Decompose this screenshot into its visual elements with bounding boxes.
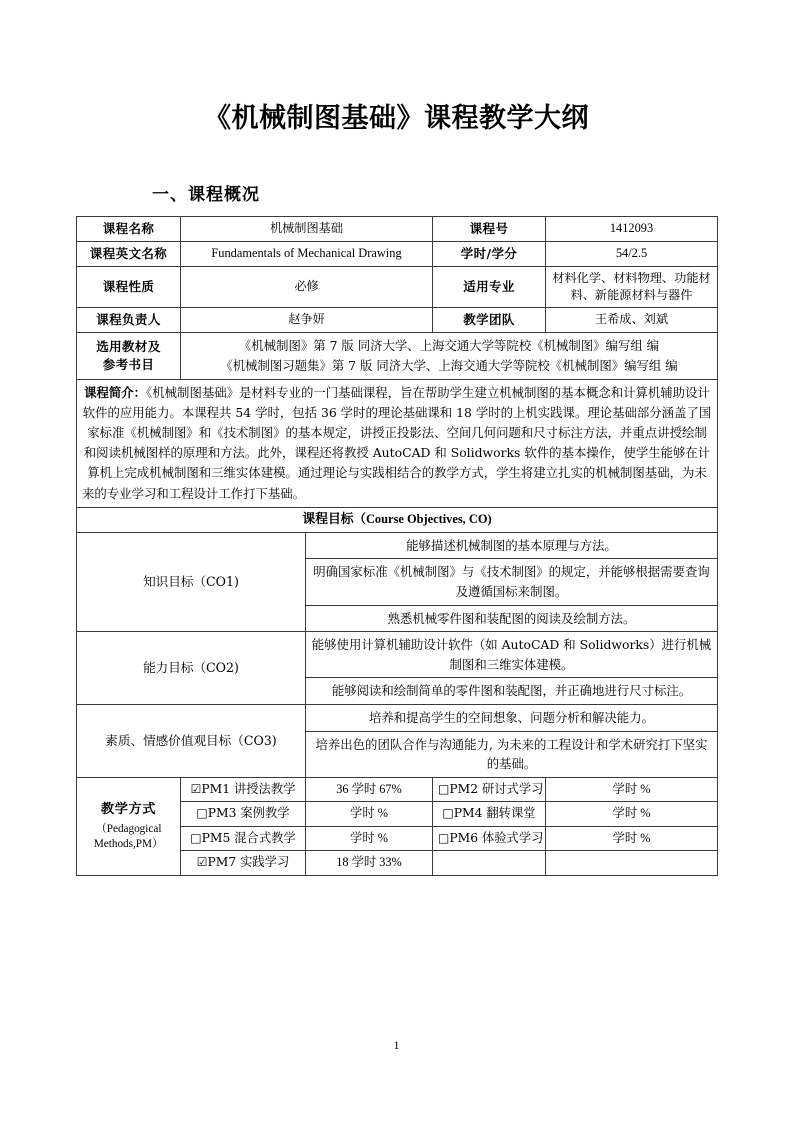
objective-item: 能够阅读和绘制简单的零件图和装配图，并正确地进行尺寸标注。 bbox=[306, 678, 718, 705]
pedagogical-methods-label bbox=[77, 777, 181, 875]
table-row bbox=[77, 241, 718, 266]
cell-value-course-leader: 赵争妍 bbox=[181, 308, 433, 333]
cell-label-course-leader: 课程负责人 bbox=[77, 308, 181, 333]
pm-option-empty-left bbox=[433, 851, 546, 875]
pm-option-pm5[interactable] bbox=[181, 826, 306, 850]
checkbox-pm2[interactable]: □ bbox=[438, 781, 450, 796]
pm-option-pm4[interactable] bbox=[433, 802, 546, 826]
cell-value-course-nature: 必修 bbox=[181, 266, 433, 308]
table-row-pm1 bbox=[77, 777, 718, 801]
pm-label-pm5: PM5 混合式教学 bbox=[201, 830, 296, 845]
objective-item: 能够描述机械制图的基本原理与方法。 bbox=[306, 532, 718, 559]
pm-label-pm1: PM1 讲授法教学 bbox=[201, 781, 296, 796]
textbook-line-2: 《机械制图习题集》第 7 版 同济大学、上海交通大学等院校《机械制图》编写组 编 bbox=[220, 358, 678, 373]
objective-label-co2: 能力目标（CO2) bbox=[77, 632, 306, 705]
objective-item: 培养和提高学生的空间想象、问题分析和解决能力。 bbox=[306, 704, 718, 731]
pm-hours-pm4: 学时 % bbox=[546, 802, 718, 826]
cell-label-english-name: 课程英文名称 bbox=[77, 241, 181, 266]
pm-label-pm2: PM2 研讨式学习 bbox=[449, 781, 544, 796]
checkbox-pm1[interactable]: ☑ bbox=[190, 781, 202, 796]
objectives-banner-en: （Course Objectives, CO) bbox=[353, 511, 492, 526]
cell-label-course-number: 课程号 bbox=[433, 217, 546, 242]
table-row-textbooks bbox=[77, 332, 718, 379]
pedagogical-title-cn: 教学方式 bbox=[100, 801, 157, 817]
page-title: 《机械制图基础》课程教学大纲 bbox=[204, 103, 589, 134]
checkbox-pm7[interactable]: ☑ bbox=[196, 855, 208, 870]
objective-item: 明确国家标准《机械制图》与《技术制图》的规定，并能够根据需要查询及遵循国标来制图。 bbox=[306, 559, 718, 605]
checkbox-pm6[interactable]: □ bbox=[438, 830, 450, 845]
objective-label-co1: 知识目标（CO1) bbox=[77, 532, 306, 631]
table-row bbox=[77, 266, 718, 308]
cell-value-applicable-majors: 材料化学、材料物理、功能材料、新能源材料与器件 bbox=[546, 266, 718, 308]
pm-label-pm3: PM3 案例教学 bbox=[207, 806, 290, 821]
cell-label-hours-credits: 学时/学分 bbox=[433, 241, 546, 266]
pm-option-pm3[interactable] bbox=[181, 802, 306, 826]
pm-hours-pm6: 学时 % bbox=[546, 826, 718, 850]
cell-value-course-name: 机械制图基础 bbox=[181, 217, 433, 242]
cell-course-introduction bbox=[77, 380, 718, 508]
textbook-line-1: 《机械制图》第 7 版 同济大学、上海交通大学等院校《机械制图》编写组 编 bbox=[238, 337, 660, 353]
checkbox-pm3[interactable]: □ bbox=[196, 806, 208, 821]
pm-hours-pm7: 18 学时 33% bbox=[306, 851, 433, 875]
syllabus-table bbox=[76, 216, 718, 876]
introduction-label: 课程简介： bbox=[84, 385, 147, 401]
pm-label-pm4: PM4 翻转课堂 bbox=[453, 806, 536, 821]
pm-option-pm2[interactable] bbox=[433, 777, 546, 801]
cell-label-course-name: 课程名称 bbox=[77, 217, 181, 242]
pm-label-pm7: PM7 实践学习 bbox=[207, 855, 290, 870]
introduction-text: 《机械制图基础》是材料专业的一门基础课程，旨在帮助学生建立机械制图的基本概念和计算机辅助设计软件的应用能力。本课程共 54 学时，包括 36 学时的理论基础课和 18 学时的上机实践课。理论基础部分涵盖了国家标准《机械制图》和《技术制图》的基本规定，讲授正投影法、空间几何问题和尺寸标注方法，并重点讲授绘制和阅读机械图样的原理和方法。此外，课程还将教授 AutoCAD 和 Solidworks 软件的基本操作，使学生能够在计算机上完成机械制图和三维实体建模。通过理论与实践相结合的教学方式，学生将建立扎实的机械制图基础，为未来的专业学习和工程设计工作打下基础。 bbox=[82, 385, 712, 501]
pm-option-pm6[interactable] bbox=[433, 826, 546, 850]
pm-option-empty-right bbox=[546, 851, 718, 875]
page-number: 1 bbox=[393, 1040, 400, 1052]
cell-value-teaching-team: 王希成、刘斌 bbox=[546, 308, 718, 333]
cell-label-teaching-team: 教学团队 bbox=[433, 308, 546, 333]
objectives-banner bbox=[77, 507, 718, 532]
textbook-label-line2: 参考书目 bbox=[102, 357, 155, 372]
pm-option-pm7[interactable] bbox=[181, 851, 306, 875]
section-heading-overview: 一、课程概况 bbox=[152, 185, 260, 205]
cell-value-english-name: Fundamentals of Mechanical Drawing bbox=[181, 241, 433, 266]
objective-item: 能够使用计算机辅助设计软件（如 AutoCAD 和 Solidworks）进行机械制图和三维实体建模。 bbox=[306, 632, 718, 678]
checkbox-pm4[interactable]: □ bbox=[442, 806, 454, 821]
objective-item: 熟悉机械零件图和装配图的阅读及绘制方法。 bbox=[306, 605, 718, 632]
pm-hours-pm3: 学时 % bbox=[306, 802, 433, 826]
pm-label-pm6: PM6 体验式学习 bbox=[449, 830, 544, 845]
cell-value-textbooks bbox=[181, 332, 718, 379]
cell-value-course-number: 1412093 bbox=[546, 217, 718, 242]
table-row-objectives-banner bbox=[77, 507, 718, 532]
pedagogical-title-en-line2: Methods,PM） bbox=[93, 838, 164, 851]
objective-item: 培养出色的团队合作与沟通能力, 为未来的工程设计和学术研究打下坚实的基础。 bbox=[306, 731, 718, 777]
pm-hours-pm1: 36 学时 67% bbox=[306, 777, 433, 801]
pedagogical-title-en-line1: （Pedagogical bbox=[95, 823, 162, 836]
table-row-co1 bbox=[77, 532, 718, 559]
pm-hours-pm5: 学时 % bbox=[306, 826, 433, 850]
pm-option-pm1[interactable] bbox=[181, 777, 306, 801]
cell-label-textbooks bbox=[77, 332, 181, 379]
table-row-co2 bbox=[77, 632, 718, 678]
textbook-label-line1: 选用教材及 bbox=[96, 338, 161, 354]
objectives-banner-cn: 课程目标 bbox=[302, 511, 354, 527]
checkbox-pm5[interactable]: □ bbox=[190, 830, 202, 845]
objective-label-co3: 素质、情感价值观目标（CO3) bbox=[77, 704, 306, 777]
pm-hours-pm2: 学时 % bbox=[546, 777, 718, 801]
table-row-co3 bbox=[77, 704, 718, 731]
cell-value-hours-credits: 54/2.5 bbox=[546, 241, 718, 266]
table-row bbox=[77, 217, 718, 242]
cell-label-applicable-majors: 适用专业 bbox=[433, 266, 546, 308]
cell-label-course-nature: 课程性质 bbox=[77, 266, 181, 308]
table-row-introduction bbox=[77, 380, 718, 508]
table-row bbox=[77, 308, 718, 333]
